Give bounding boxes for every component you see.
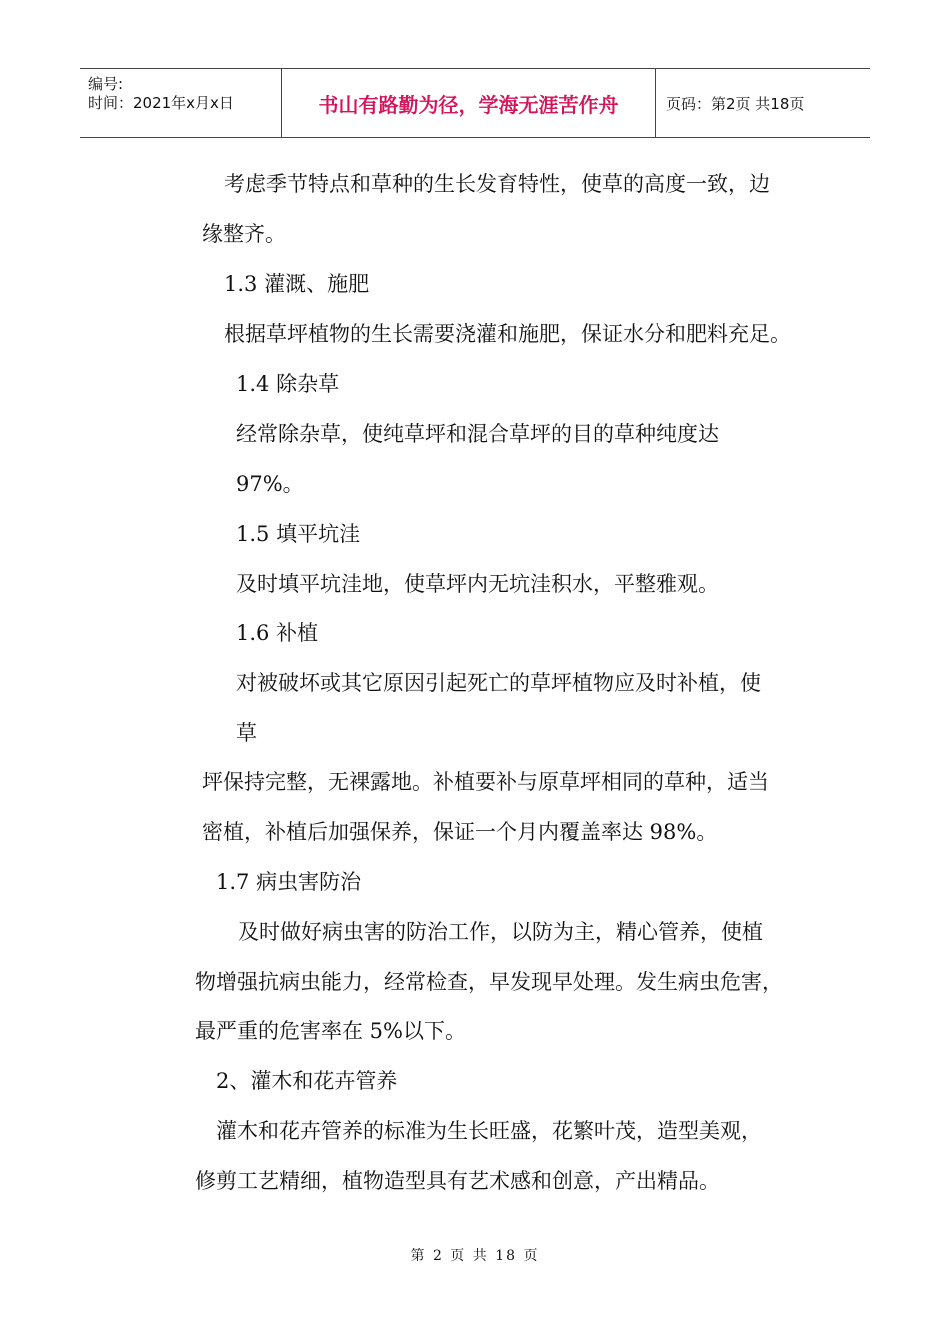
body-line: 及时做好病虫害的防治工作，以防为主，精心管养，使植 (238, 920, 763, 944)
section-heading: 1.5 填平坑洼 (236, 522, 361, 546)
header-meta (80, 69, 282, 137)
body-line: 密植，补植后加强保养，保证一个月内覆盖率达 98%。 (202, 820, 718, 844)
section-heading: 1.7 病虫害防治 (216, 870, 362, 894)
header-page-info: 页码：第2页 共18页 (666, 94, 805, 113)
body-line: 物增强抗病虫能力，经常检查，早发现早处理。发生病虫危害， (195, 970, 783, 994)
body-line: 及时填平坑洼地，使草坪内无坑洼积水，平整雅观。 (236, 572, 719, 596)
document-date: 时间：2021年x月x日 (88, 94, 234, 112)
body-line: 考虑季节特点和草种的生长发育特性，使草的高度一致，边 (224, 172, 770, 196)
body-line: 对被破坏或其它原因引起死亡的草坪植物应及时补植，使 (236, 671, 761, 695)
section-heading: 1.6 补植 (236, 621, 319, 645)
document-number-label: 编号: (88, 75, 124, 93)
body-line: 修剪工艺精细，植物造型具有艺术感和创意，产出精品。 (195, 1169, 720, 1193)
page-header (80, 68, 870, 138)
body-line: 97%。 (236, 472, 304, 496)
page-footer: 第 2 页 共 18 页 (410, 1248, 540, 1264)
body-line: 缘整齐。 (202, 222, 286, 246)
section-heading: 2、灌木和花卉管养 (216, 1069, 398, 1093)
body-line: 坪保持完整，无裸露地。补植要补与原草坪相同的草种，适当 (202, 770, 769, 794)
body-line: 最严重的危害率在 5%以下。 (195, 1019, 466, 1043)
header-motto: 书山有路勤为径，学海无涯苦作舟 (282, 69, 656, 137)
body-line: 经常除杂草，使纯草坪和混合草坪的目的草种纯度达 (236, 422, 719, 446)
section-heading: 1.3 灌溉、施肥 (224, 272, 370, 296)
body-line: 草 (236, 721, 257, 745)
section-heading: 1.4 除杂草 (236, 372, 340, 396)
body-line: 灌木和花卉管养的标准为生长旺盛，花繁叶茂，造型美观， (216, 1119, 762, 1143)
body-line: 根据草坪植物的生长需要浇灌和施肥，保证水分和肥料充足。 (224, 322, 791, 346)
